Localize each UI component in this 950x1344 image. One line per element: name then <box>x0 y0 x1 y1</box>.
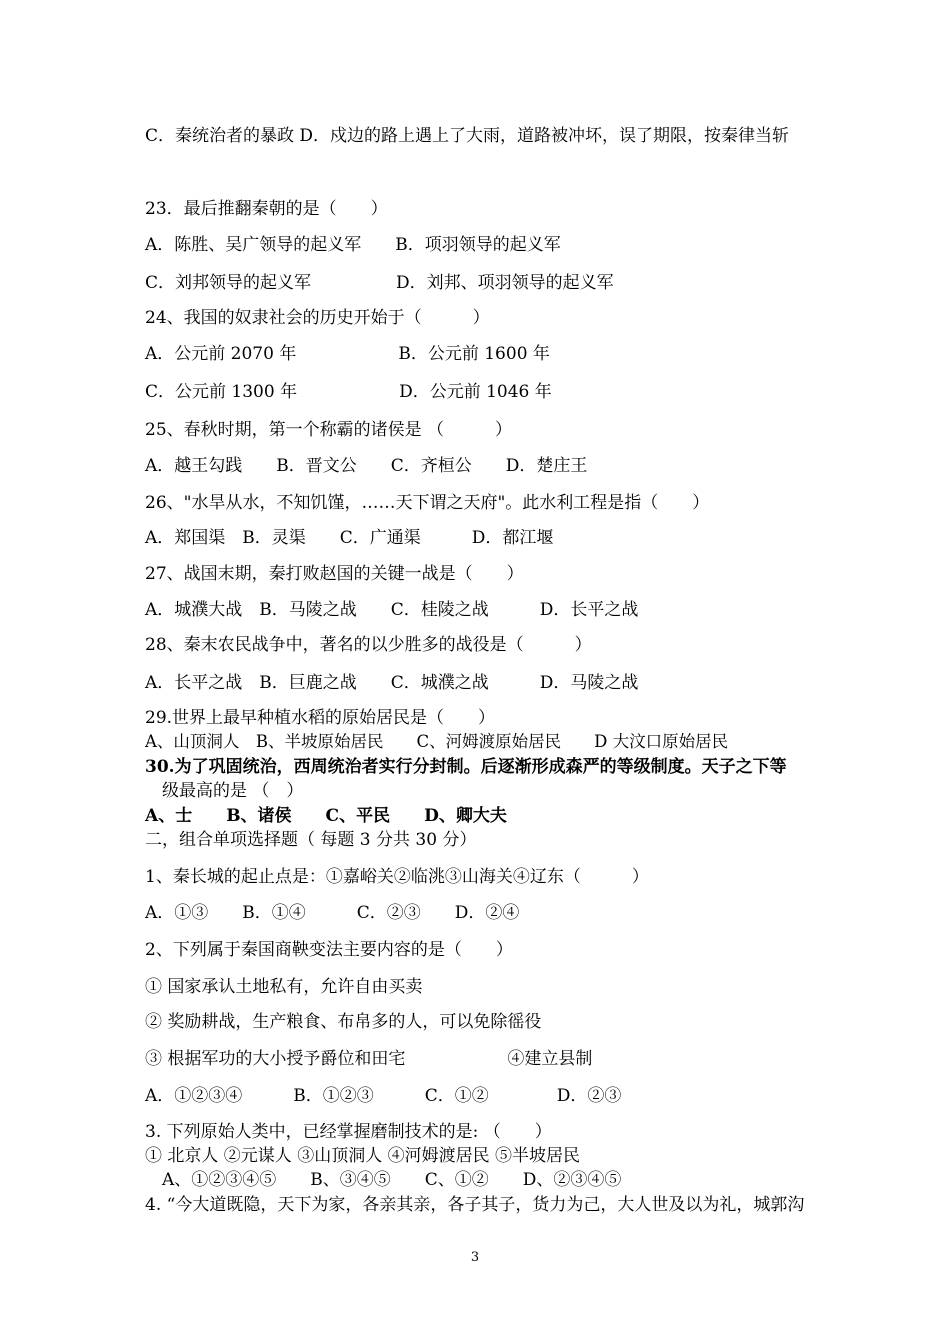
question-24: 24、我国的奴隶社会的历史开始于（ ） <box>145 308 490 328</box>
option-line: A．公元前 2070 年 B．公元前 1600 年 <box>145 344 550 364</box>
section-heading: 二，组合单项选择题（ 每题 3 分共 30 分） <box>145 830 477 850</box>
question-28: 28、秦末农民战争中，著名的以少胜多的战役是（ ） <box>145 635 592 655</box>
option-line: A、士 B、诸侯 C、平民 D、卿大夫 <box>145 806 507 826</box>
statement-line: ① 北京人 ②元谋人 ③山顶洞人 ④河姆渡居民 ⑤半坡居民 <box>145 1146 581 1166</box>
question-29: 29.世界上最早种植水稻的原始居民是（ ） <box>145 708 496 728</box>
option-line: A．长平之战 B．巨鹿之战 C．城濮之战 D．马陵之战 <box>145 673 639 693</box>
statement-line: ① 国家承认土地私有，允许自由买卖 <box>145 977 423 997</box>
question-30-continued: 级最高的是 （ ） <box>145 781 304 801</box>
text-line: C．秦统治者的暴政 D．戍边的路上遇上了大雨，道路被冲坏，误了期限，按秦律当斩 <box>145 126 790 146</box>
option-line: A．城濮大战 B．马陵之战 C．桂陵之战 D．长平之战 <box>145 600 639 620</box>
statement-line: ② 奖励耕战，生产粮食、布帛多的人，可以免除徭役 <box>145 1012 542 1032</box>
option-line: A．①②③④ B．①②③ C．①② D．②③ <box>145 1086 622 1106</box>
option-line: A、山顶洞人 B、半坡原始居民 C、河姆渡原始居民 D 大汶口原始居民 <box>145 732 729 751</box>
question-23: 23．最后推翻秦朝的是（ ） <box>145 199 388 219</box>
question-4: 4. “今大道既隐，天下为家，各亲其亲，各子其子，货力为己，大人世及以为礼，城郭沟 <box>145 1195 805 1215</box>
option-line: A．陈胜、吴广领导的起义军 B．项羽领导的起义军 <box>145 235 561 255</box>
question-27: 27、战国末期，秦打败赵国的关键一战是（ ） <box>145 564 524 584</box>
question-1: 1、秦长城的起止点是：①嘉峪关②临洮③山海关④辽东（ ） <box>145 867 649 887</box>
page-number: 3 <box>470 1250 480 1265</box>
option-line: A．①③ B．①④ C．②③ D．②④ <box>145 903 520 923</box>
option-line: A．越王勾践 B．晋文公 C．齐桓公 D．楚庄王 <box>145 456 588 476</box>
question-3: 3. 下列原始人类中，已经掌握磨制技术的是: （ ） <box>145 1122 552 1142</box>
question-30: 30.为了巩固统治，西周统治者实行分封制。后逐渐形成森严的等级制度。天子之下等 <box>145 757 787 777</box>
statement-line: ③ 根据军功的大小授予爵位和田宅 ④建立县制 <box>145 1049 593 1069</box>
question-25: 25、春秋时期，第一个称霸的诸侯是 （ ） <box>145 420 513 440</box>
option-line: A、①②③④⑤ B、③④⑤ C、①② D、②③④⑤ <box>145 1170 622 1190</box>
question-26: 26、"水旱从水，不知饥馑，……天下谓之天府"。此水利工程是指（ ） <box>145 493 710 513</box>
option-line: C．公元前 1300 年 D．公元前 1046 年 <box>145 382 552 402</box>
option-line: C．刘邦领导的起义军 D．刘邦、项羽领导的起义军 <box>145 273 614 293</box>
question-2: 2、下列属于秦国商鞅变法主要内容的是（ ） <box>145 940 513 960</box>
option-line: A．郑国渠 B．灵渠 C．广通渠 D．都江堰 <box>145 528 554 548</box>
